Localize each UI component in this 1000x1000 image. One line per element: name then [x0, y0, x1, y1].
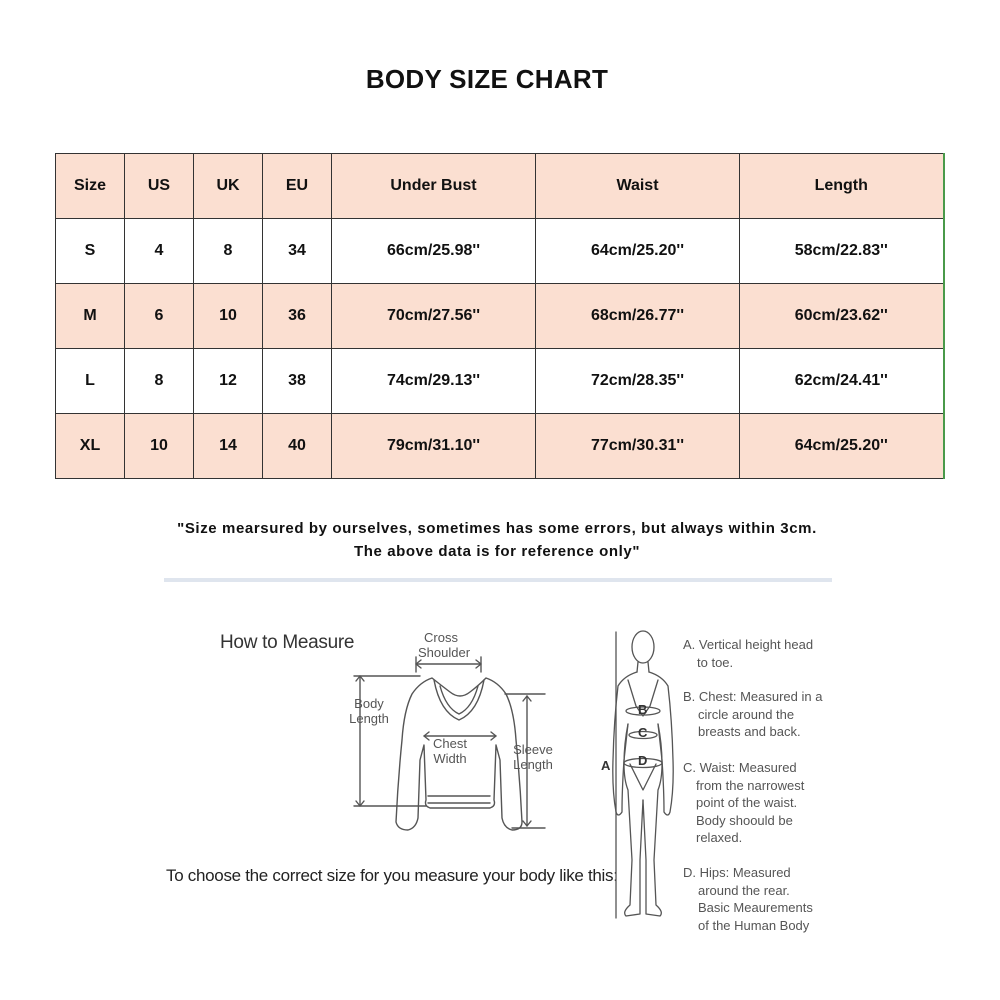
table-cell: 64cm/25.20''	[740, 414, 944, 479]
legend-line: of the Human Body	[698, 917, 810, 933]
legend-line: A. Vertical height head	[683, 637, 814, 652]
table-cell: S	[56, 219, 125, 284]
table-cell: 66cm/25.98''	[332, 219, 536, 284]
legend-line: circle around the	[698, 706, 795, 722]
table-cell: 36	[263, 284, 332, 349]
table-cell: 40	[263, 414, 332, 479]
label-line: Cross	[424, 630, 458, 645]
choose-size-text: To choose the correct size for you measure your body like this:	[166, 866, 618, 885]
table-cell: L	[56, 349, 125, 414]
table-cell: 10	[194, 284, 263, 349]
label-line: Length	[513, 757, 553, 772]
table-cell: 60cm/23.62''	[740, 284, 944, 349]
legend-line: to toe.	[697, 654, 734, 670]
table-cell: 12	[194, 349, 263, 414]
note-line-2: The above data is for reference only"	[353, 543, 641, 560]
table-cell: 34	[263, 219, 332, 284]
table-cell: 62cm/24.41''	[740, 349, 944, 414]
label-line: Body	[354, 696, 384, 711]
table-cell: 10	[125, 414, 194, 479]
legend-line: B. Chest: Measured in a	[683, 689, 823, 704]
legend-line: Body shoould be	[696, 812, 793, 828]
legend-line: from the narrowest	[696, 777, 805, 793]
table-cell: 8	[125, 349, 194, 414]
table-cell: 70cm/27.56''	[332, 284, 536, 349]
header-length: Length	[740, 154, 944, 219]
figure-letter-c: C	[638, 725, 648, 740]
header-us: US	[125, 154, 194, 219]
table-cell: 79cm/31.10''	[332, 414, 536, 479]
figure-letter-b: B	[638, 702, 648, 717]
table-cell: 72cm/28.35''	[536, 349, 740, 414]
table-cell: 4	[125, 219, 194, 284]
table-cell: 58cm/22.83''	[740, 219, 944, 284]
table-cell: 74cm/29.13''	[332, 349, 536, 414]
table-cell: 64cm/25.20''	[536, 219, 740, 284]
header-size: Size	[56, 154, 125, 219]
table-cell: 6	[125, 284, 194, 349]
header-under-bust: Under Bust	[332, 154, 536, 219]
legend-line: C. Waist: Measured	[683, 760, 797, 775]
how-to-measure-heading: How to Measure	[220, 632, 355, 653]
label-line: Length	[349, 711, 389, 726]
note-line-1: "Size mearsured by ourselves, sometimes has some errors, but always within 3cm.	[177, 520, 817, 537]
legend-line: relaxed.	[696, 830, 743, 845]
figure-letter-d: D	[638, 753, 648, 768]
legend-item-c	[683, 759, 804, 847]
table-cell: M	[56, 284, 125, 349]
table-cell: 77cm/30.31''	[536, 414, 740, 479]
label-line: Sleeve	[513, 742, 553, 757]
table-cell: XL	[56, 414, 125, 479]
table-cell: 68cm/26.77''	[536, 284, 740, 349]
label-line: Chest	[433, 736, 467, 751]
table-cell: 8	[194, 219, 263, 284]
legend-line: around the rear.	[698, 882, 790, 898]
legend-line: Basic Meaurements	[698, 900, 813, 915]
label-line: Shoulder	[418, 645, 471, 660]
page-title: BODY SIZE CHART	[365, 64, 609, 94]
legend-line: D. Hips: Measured	[683, 865, 791, 880]
table-cell: 14	[194, 414, 263, 479]
table-cell: 38	[263, 349, 332, 414]
legend-item-a	[683, 636, 813, 671]
legend-line: breasts and back.	[698, 724, 801, 739]
label-line: Width	[433, 751, 467, 766]
header-eu: EU	[263, 154, 332, 219]
legend-item-b	[683, 688, 822, 741]
figure-letter-a: A	[601, 758, 611, 773]
header-waist: Waist	[536, 154, 740, 219]
legend-item-d	[683, 864, 813, 934]
legend-line: point of the waist.	[696, 795, 798, 810]
header-uk: UK	[194, 154, 263, 219]
